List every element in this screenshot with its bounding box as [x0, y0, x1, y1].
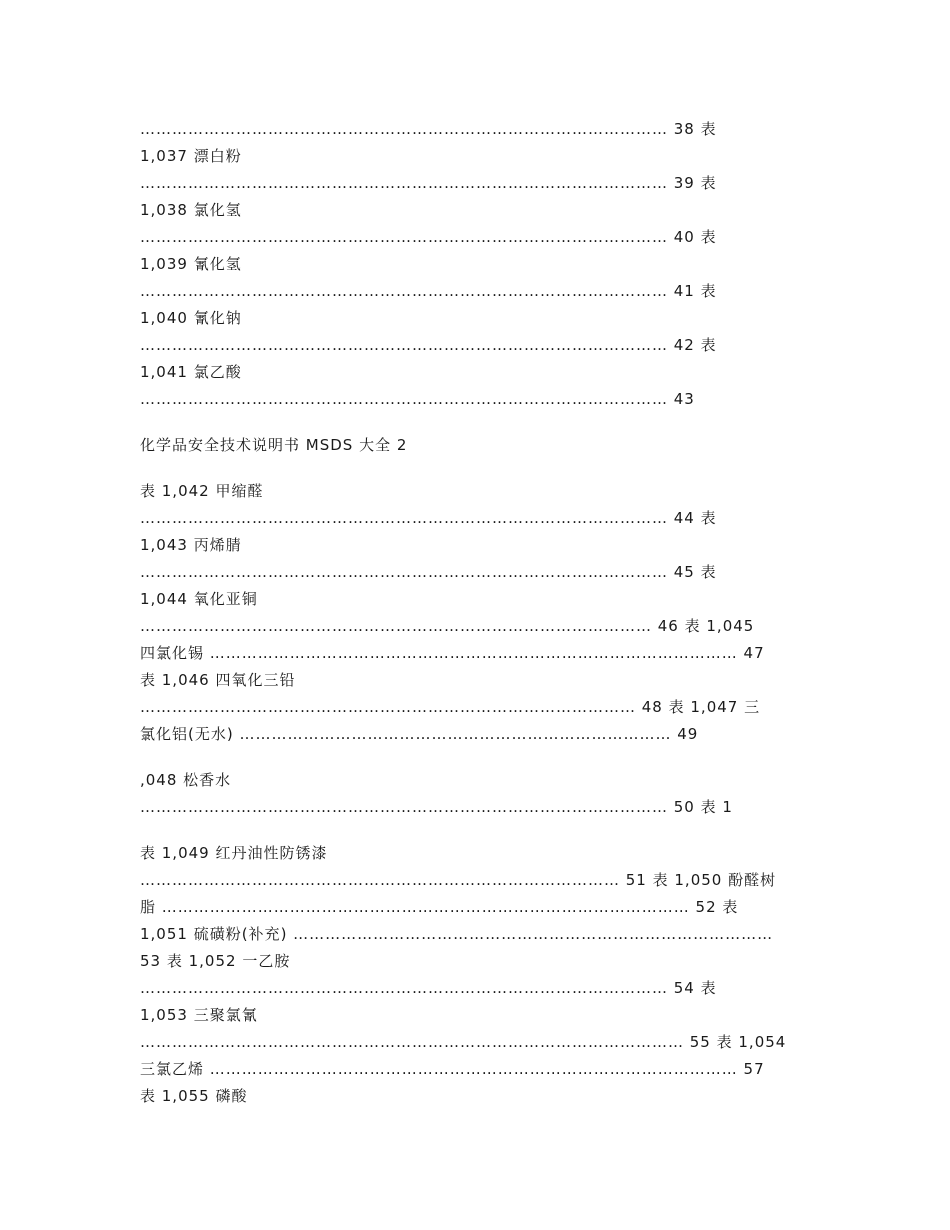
- toc-line: ……………………………………………………………………………………… 45 表: [140, 563, 717, 581]
- toc-line: ……………………………………………………………………………………… 54 表: [140, 979, 717, 997]
- toc-line: ……………………………………………………………………………………… 38 表: [140, 120, 717, 138]
- toc-line: 1,043 丙烯腈: [140, 536, 242, 554]
- toc-line: ……………………………………………………………………………………… 41 表: [140, 282, 717, 300]
- toc-line: 1,037 漂白粉: [140, 147, 242, 165]
- toc-line: ………………………………………………………………………………… 48 表 1,047 三: [140, 698, 761, 716]
- toc-line: ……………………………………………………………………………………… 39 表: [140, 174, 717, 192]
- toc-line: 1,039 氰化氢: [140, 255, 242, 273]
- toc-line: 表 1,055 磷酸: [140, 1087, 248, 1105]
- toc-line: ……………………………………………………………………………………… 44 表: [140, 509, 717, 527]
- toc-line: 1,051 硫磺粉(补充) ………………………………………………………………………………: [140, 925, 774, 943]
- section-heading: 化学品安全技术说明书 MSDS 大全 2: [140, 436, 408, 454]
- toc-line: 1,053 三聚氯氰: [140, 1006, 258, 1024]
- toc-line: ……………………………………………………………………………………… 43: [140, 390, 695, 408]
- toc-line: 氯化铝(无水) ……………………………………………………………………… 49: [140, 725, 699, 743]
- toc-line: 四氯化锡 ……………………………………………………………………………………… 47: [140, 644, 765, 662]
- toc-line: ……………………………………………………………………………… 51 表 1,050 酚醛树: [140, 871, 777, 889]
- toc-line: 1,041 氯乙酸: [140, 363, 242, 381]
- toc-line: ……………………………………………………………………………………… 40 表: [140, 228, 717, 246]
- toc-line: ……………………………………………………………………………………… 42 表: [140, 336, 717, 354]
- toc-line: 表 1,049 红丹油性防锈漆: [140, 844, 328, 862]
- toc-line: 三氯乙烯 ……………………………………………………………………………………… 57: [140, 1060, 765, 1078]
- toc-line: 表 1,042 甲缩醛: [140, 482, 264, 500]
- toc-line: 脂 ……………………………………………………………………………………… 52 表: [140, 898, 739, 916]
- toc-line: 表 1,046 四氧化三铅: [140, 671, 296, 689]
- toc-line: 53 表 1,052 一乙胺: [140, 952, 291, 970]
- toc-line: ……………………………………………………………………………………… 50 表 1: [140, 798, 733, 816]
- toc-line: 1,040 氰化钠: [140, 309, 242, 327]
- toc-line: 1,044 氧化亚铜: [140, 590, 258, 608]
- toc-line: ………………………………………………………………………………………… 55 表 1,054: [140, 1033, 787, 1051]
- toc-line: 1,038 氯化氢: [140, 201, 242, 219]
- toc-line: ,048 松香水: [140, 771, 232, 789]
- toc-line: …………………………………………………………………………………… 46 表 1,045: [140, 617, 755, 635]
